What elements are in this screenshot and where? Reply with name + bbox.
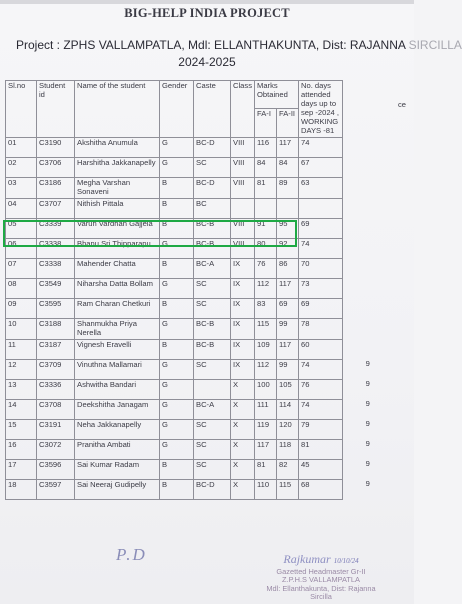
cell-gender: G (160, 137, 194, 157)
cell-days: 79 (299, 419, 343, 439)
cell-name: Sai Kumar Radam (75, 459, 160, 479)
cell-caste: SC (194, 419, 231, 439)
cell-gender: G (160, 399, 194, 419)
cell-name: Akshitha Anumula (75, 137, 160, 157)
cell-class: VIII (231, 238, 255, 258)
cell-class: X (231, 479, 255, 499)
cell-days: 69 (299, 298, 343, 318)
header-student-id: Student id (37, 81, 75, 138)
cropped-header-fragment: ce (398, 100, 407, 109)
cell-slno: 04 (6, 198, 37, 218)
cell-extra: 9 (365, 459, 370, 469)
cell-fa1: 112 (255, 359, 277, 379)
header-name: Name of the student (75, 81, 160, 138)
cell-extra (343, 137, 393, 157)
cell-slno: 02 (6, 157, 37, 177)
cell-slno: 03 (6, 177, 37, 198)
cell-class: X (231, 399, 255, 419)
cell-fa1: 110 (255, 479, 277, 499)
cell-days: 76 (299, 379, 343, 399)
table-header-row (6, 81, 393, 109)
cell-name: Harshitha Jakkanapelly (75, 157, 160, 177)
cell-slno: 05 (6, 218, 37, 238)
cell-name: Bhanu Sri Thipparapu (75, 238, 160, 258)
cell-name: Shanmukha Priya Nerella (75, 318, 160, 339)
cell-caste: SC (194, 298, 231, 318)
cell-caste: SC (194, 278, 231, 298)
project-line (16, 38, 462, 52)
cell-name: Sai Neeraj Gudipelly (75, 479, 160, 499)
table-row (6, 459, 393, 479)
cell-fa1 (255, 198, 277, 218)
cell-days: 63 (299, 177, 343, 198)
cell-gender: B (160, 258, 194, 278)
cell-class: IX (231, 258, 255, 278)
cell-slno: 17 (6, 459, 37, 479)
table-row (6, 439, 393, 459)
header-extra-column (343, 81, 393, 138)
student-table (5, 80, 393, 500)
cell-fa2: 114 (277, 399, 299, 419)
table-row (6, 379, 393, 399)
cell-fa1: 115 (255, 318, 277, 339)
table-row (6, 359, 393, 379)
cell-slno: 14 (6, 399, 37, 419)
cell-student-id: C3706 (37, 157, 75, 177)
cell-slno: 18 (6, 479, 37, 499)
cell-caste: BC-A (194, 399, 231, 419)
cell-fa2: 95 (277, 218, 299, 238)
cell-fa2: 84 (277, 157, 299, 177)
stamp-signature-text: Rajkumar (283, 552, 331, 566)
cell-gender: B (160, 198, 194, 218)
cell-gender: G (160, 439, 194, 459)
cell-days: 74 (299, 359, 343, 379)
table-row (6, 419, 393, 439)
cell-fa2: 115 (277, 479, 299, 499)
cell-caste: BC-D (194, 479, 231, 499)
cell-fa1: 83 (255, 298, 277, 318)
cell-class: IX (231, 298, 255, 318)
header-class: Class (231, 81, 255, 138)
student-table-wrapper (5, 80, 393, 500)
stamp-line-3: Mdl: Ellanthakunta, Dist: Rajanna Sircilla (266, 583, 376, 602)
cell-class: X (231, 459, 255, 479)
cell-slno: 09 (6, 298, 37, 318)
cell-fa2: 99 (277, 318, 299, 339)
cell-extra: 9 (365, 379, 370, 389)
table-row (6, 198, 393, 218)
cell-gender: B (160, 459, 194, 479)
cell-fa1: 117 (255, 439, 277, 459)
header-gender: Gender (160, 81, 194, 138)
cell-fa2: 92 (277, 238, 299, 258)
cell-name: Vignesh Eravelli (75, 339, 160, 359)
cell-slno: 15 (6, 419, 37, 439)
cell-student-id: C3709 (37, 359, 75, 379)
cell-class: VIII (231, 218, 255, 238)
table-body (6, 137, 393, 499)
scan-top-edge (0, 0, 414, 4)
table-row (6, 278, 393, 298)
cell-student-id: C3336 (37, 379, 75, 399)
cell-days (299, 198, 343, 218)
cell-gender: G (160, 278, 194, 298)
cell-caste: SC (194, 439, 231, 459)
cell-fa1: 84 (255, 157, 277, 177)
cell-name: Megha Varshan Sonaveni (75, 177, 160, 198)
cell-student-id: C3072 (37, 439, 75, 459)
stamp-date: 10/10/24 (333, 557, 359, 565)
cell-name: Deekshitha Janagam (75, 399, 160, 419)
cell-class: IX (231, 359, 255, 379)
cell-name: Vinuthna Mallamari (75, 359, 160, 379)
cell-fa1: 80 (255, 238, 277, 258)
project-line-faded: SIRCILLA (408, 38, 462, 52)
cell-student-id: C3187 (37, 339, 75, 359)
cell-extra (343, 298, 393, 318)
cell-gender: B (160, 298, 194, 318)
cell-gender: G (160, 157, 194, 177)
cell-gender: G (160, 318, 194, 339)
cell-days: 70 (299, 258, 343, 278)
cell-gender: G (160, 359, 194, 379)
stamp-line-2: Z.P.H.S VALLAMPATLA (282, 575, 360, 585)
cell-extra (343, 198, 393, 218)
highlighted-row-outline (3, 220, 297, 247)
cell-extra: 9 (365, 359, 370, 369)
cell-slno: 08 (6, 278, 37, 298)
cell-student-id: C3596 (37, 459, 75, 479)
academic-year: 2024-2025 (178, 55, 236, 69)
document-heading: BIG-HELP INDIA PROJECT (124, 6, 290, 20)
cell-extra: 9 (365, 479, 370, 489)
cell-name: Niharsha Datta Bollam (75, 278, 160, 298)
cell-name: Ashwitha Bandari (75, 379, 160, 399)
cell-days: 60 (299, 339, 343, 359)
cell-name: Nithish Pittala (75, 198, 160, 218)
cell-slno: 07 (6, 258, 37, 278)
cell-days: 45 (299, 459, 343, 479)
cell-fa1: 111 (255, 399, 277, 419)
cell-fa2: 117 (277, 278, 299, 298)
cell-slno: 11 (6, 339, 37, 359)
cell-extra (343, 238, 393, 258)
cell-days: 67 (299, 157, 343, 177)
cell-slno: 16 (6, 439, 37, 459)
cell-days: 69 (299, 218, 343, 238)
cell-gender: G (160, 379, 194, 399)
cell-class: X (231, 419, 255, 439)
cell-extra: 9 (365, 439, 370, 449)
cell-extra (343, 177, 393, 198)
cell-caste (194, 379, 231, 399)
table-row (6, 137, 393, 157)
cell-fa1: 119 (255, 419, 277, 439)
cell-gender: B (160, 339, 194, 359)
cell-class: X (231, 439, 255, 459)
cell-fa2: 69 (277, 298, 299, 318)
cell-caste: BC-D (194, 177, 231, 198)
cell-student-id: C3708 (37, 399, 75, 419)
cell-extra (343, 318, 393, 339)
cell-name: Neha Jakkanapelly (75, 419, 160, 439)
header-slno: Sl.no (6, 81, 37, 138)
cell-caste: SC (194, 359, 231, 379)
cell-slno: 13 (6, 379, 37, 399)
cell-student-id: C3338 (37, 238, 75, 258)
cell-days: 74 (299, 238, 343, 258)
cell-caste: BC-D (194, 137, 231, 157)
cell-extra (343, 278, 393, 298)
cell-gender: G (160, 419, 194, 439)
table-row (6, 318, 393, 339)
cell-slno: 06 (6, 238, 37, 258)
cell-student-id: C3595 (37, 298, 75, 318)
cell-caste: SC (194, 157, 231, 177)
cell-student-id: C3707 (37, 198, 75, 218)
table-row (6, 157, 393, 177)
table-row (6, 339, 393, 359)
left-signature: P.D (116, 545, 147, 564)
cell-gender: B (160, 177, 194, 198)
stamp-line-1: Gazetted Headmaster Gr-II (276, 566, 366, 576)
cell-class: X (231, 379, 255, 399)
header-caste: Caste (194, 81, 231, 138)
cell-fa1: 116 (255, 137, 277, 157)
table-row (6, 177, 393, 198)
header-days: No. days attended days up to sep -2024 , WORKING DAYS -81 (299, 81, 343, 138)
cell-fa1: 100 (255, 379, 277, 399)
cell-extra (343, 157, 393, 177)
cell-extra (343, 339, 393, 359)
cell-class: VIII (231, 177, 255, 198)
cell-class (231, 198, 255, 218)
cell-fa2 (277, 198, 299, 218)
header-fa1: FA-I (255, 108, 277, 137)
cell-fa1: 76 (255, 258, 277, 278)
cell-student-id: C3339 (37, 218, 75, 238)
cell-slno: 01 (6, 137, 37, 157)
cell-fa1: 81 (255, 459, 277, 479)
cell-slno: 10 (6, 318, 37, 339)
cell-caste: BC-B (194, 339, 231, 359)
cell-fa2: 82 (277, 459, 299, 479)
cell-caste: BC-A (194, 258, 231, 278)
cell-caste: BC-B (194, 218, 231, 238)
cell-class: IX (231, 318, 255, 339)
project-line-text: Project : ZPHS VALLAMPATLA, Mdl: ELLANTHAKUNTA, Dist: RAJANNA (16, 38, 406, 52)
cell-name: Varun Vardhan Gajjela (75, 218, 160, 238)
cell-gender: B (160, 479, 194, 499)
cell-slno: 12 (6, 359, 37, 379)
cell-gender: B (160, 218, 194, 238)
headmaster-stamp (262, 553, 380, 602)
cell-student-id: C3190 (37, 137, 75, 157)
cell-extra: 9 (365, 399, 370, 409)
cell-student-id: C3549 (37, 278, 75, 298)
cell-days: 74 (299, 399, 343, 419)
cell-class: IX (231, 278, 255, 298)
cell-caste: BC (194, 198, 231, 218)
cell-fa2: 89 (277, 177, 299, 198)
table-row (6, 298, 393, 318)
cell-class: VIII (231, 137, 255, 157)
cell-days: 73 (299, 278, 343, 298)
cell-fa1: 109 (255, 339, 277, 359)
cell-days: 78 (299, 318, 343, 339)
cell-fa2: 118 (277, 439, 299, 459)
cell-name: Pranitha Ambati (75, 439, 160, 459)
cell-days: 68 (299, 479, 343, 499)
table-row (6, 479, 393, 499)
cell-fa2: 99 (277, 359, 299, 379)
cell-fa2: 86 (277, 258, 299, 278)
cell-fa1: 91 (255, 218, 277, 238)
cell-student-id: C3191 (37, 419, 75, 439)
cell-extra (343, 218, 393, 238)
cell-extra (343, 258, 393, 278)
cell-name: Mahender Chatta (75, 258, 160, 278)
cell-name: Ram Charan Chetkuri (75, 298, 160, 318)
cell-fa2: 120 (277, 419, 299, 439)
cell-fa2: 105 (277, 379, 299, 399)
cell-class: IX (231, 339, 255, 359)
cell-student-id: C3597 (37, 479, 75, 499)
cell-caste: SC (194, 459, 231, 479)
stamp-signature (262, 553, 380, 567)
cell-fa1: 81 (255, 177, 277, 198)
cell-extra: 9 (365, 419, 370, 429)
cell-student-id: C3338 (37, 258, 75, 278)
header-marks: Marks Obtained (255, 81, 299, 109)
cell-fa2: 117 (277, 137, 299, 157)
table-row (6, 258, 393, 278)
cell-student-id: C3186 (37, 177, 75, 198)
cell-caste: BC-B (194, 318, 231, 339)
cell-class: VIII (231, 157, 255, 177)
table-row (6, 399, 393, 419)
cell-caste: BC-B (194, 238, 231, 258)
cell-fa1: 112 (255, 278, 277, 298)
cell-days: 74 (299, 137, 343, 157)
cell-days: 81 (299, 439, 343, 459)
header-fa2: FA-II (277, 108, 299, 137)
cell-student-id: C3188 (37, 318, 75, 339)
cell-gender: G (160, 238, 194, 258)
cell-fa2: 117 (277, 339, 299, 359)
